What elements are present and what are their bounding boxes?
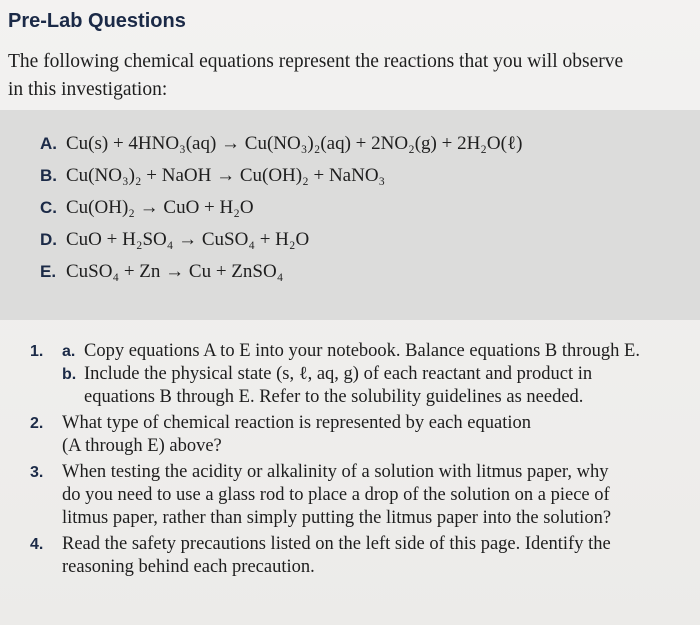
equation-letter: C. — [40, 198, 57, 217]
equation-e — [40, 256, 522, 288]
intro-line: in this investigation: — [8, 79, 168, 100]
equation-text: Cu(OH)₂ → CuO + H₂O — [66, 197, 254, 218]
equation-d — [40, 224, 522, 256]
question-number: 1. — [30, 343, 44, 360]
question-1a — [62, 340, 700, 363]
equation-a — [40, 128, 522, 160]
question-4 — [30, 533, 700, 579]
question-number: 2. — [30, 415, 44, 432]
question-line: Read the safety precautions listed on the left side of this page. Identify the — [62, 534, 611, 554]
equation-text: CuSO₄ + Zn → Cu + ZnSO₄ — [66, 261, 284, 282]
intro-line: The following chemical equations represent the reactions that you will observe — [8, 51, 624, 72]
question-line: When testing the acidity or alkalinity of a solution with litmus paper, why — [62, 462, 609, 482]
question-3 — [30, 461, 700, 530]
question-2 — [30, 412, 700, 458]
part-letter: b. — [62, 366, 77, 383]
question-line: What type of chemical reaction is represented by each equation — [62, 413, 531, 433]
equation-text: Cu(NO₃)₂ + NaOH → Cu(OH)₂ + NaNO₃ — [66, 165, 386, 186]
equation-letter: A. — [40, 134, 57, 153]
question-1b — [62, 363, 700, 409]
equation-b — [40, 160, 522, 192]
question-line: Copy equations A to E into your notebook. Balance equations B through E. — [84, 341, 640, 361]
equation-text: CuO + H₂SO₄ → CuSO₄ + H₂O — [66, 229, 310, 250]
question-line: Include the physical state (s, ℓ, aq, g) of each reactant and product in — [84, 364, 593, 384]
question-line: reasoning behind each precaution. — [62, 557, 315, 577]
equation-letter: D. — [40, 230, 57, 249]
question-line: litmus paper, rather than simply putting the litmus paper into the solution? — [62, 508, 612, 528]
equation-list — [40, 128, 522, 288]
page-title: Pre-Lab Questions — [8, 10, 186, 32]
part-letter: a. — [62, 343, 76, 360]
question-number: 3. — [30, 464, 44, 481]
question-list — [30, 340, 700, 582]
question-1 — [30, 340, 700, 409]
equation-letter: E. — [40, 262, 57, 281]
question-number: 4. — [30, 536, 44, 553]
equation-text: Cu(s) + 4HNO₃(aq) → Cu(NO₃)₂(aq) + 2NO₂(g) + 2H₂O(ℓ) — [66, 133, 523, 154]
equation-c — [40, 192, 522, 224]
question-line: (A through E) above? — [62, 436, 222, 456]
question-line: equations B through E. Refer to the solubility guidelines as needed. — [84, 387, 584, 407]
equation-letter: B. — [40, 166, 57, 185]
intro-paragraph — [8, 48, 698, 104]
question-line: do you need to use a glass rod to place a drop of the solution on a piece of — [62, 485, 610, 505]
